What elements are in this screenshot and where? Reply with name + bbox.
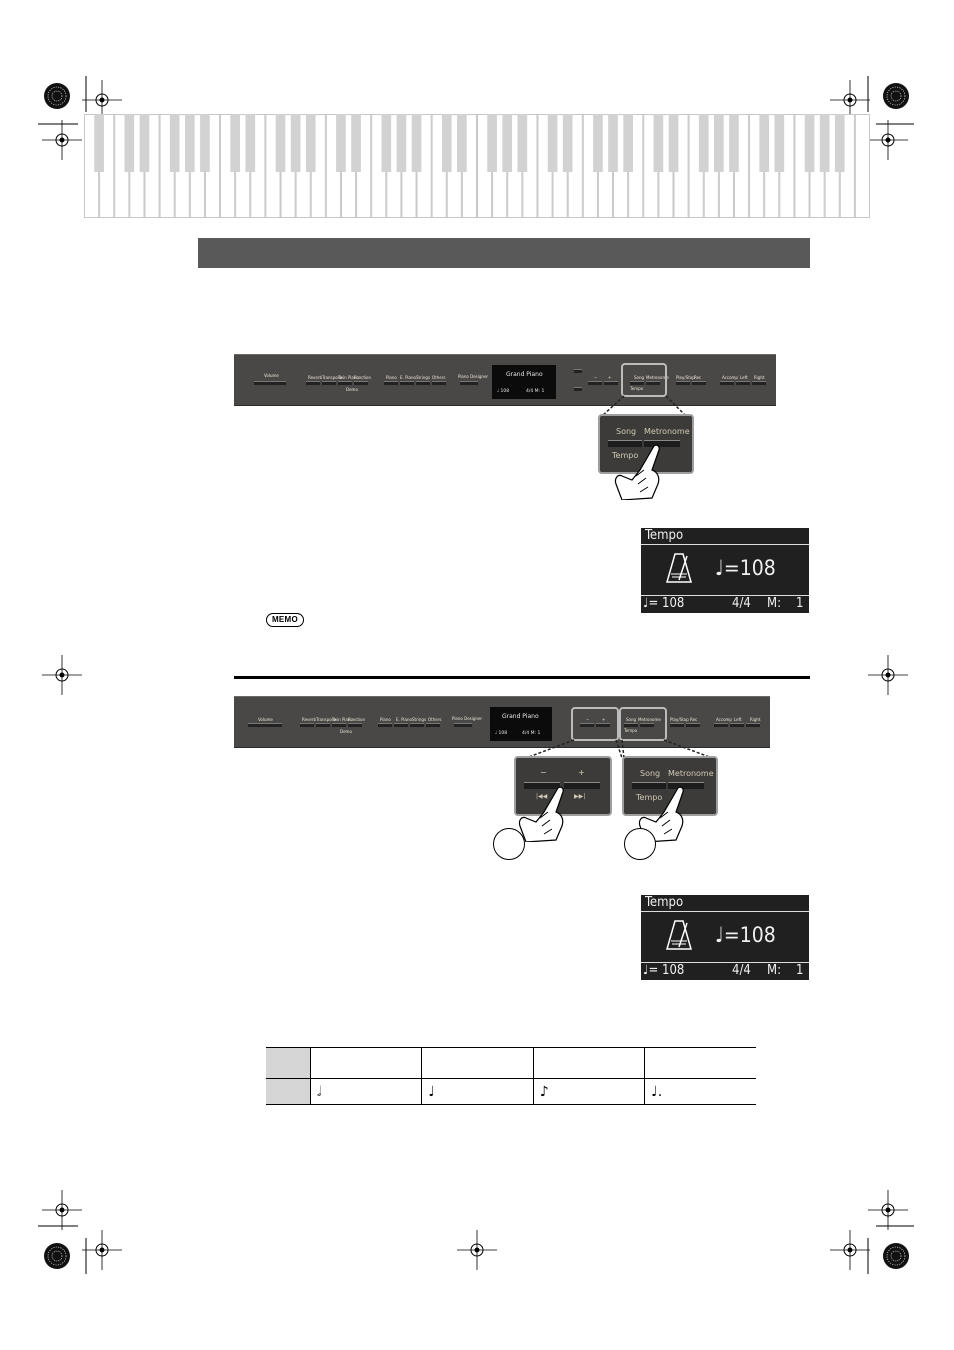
section-divider xyxy=(234,676,810,679)
rec-label-2: Rec xyxy=(690,717,698,722)
strings-button[interactable] xyxy=(416,381,430,385)
display1-footer-measure-value: 1 xyxy=(796,596,804,611)
section-header-bar xyxy=(198,238,810,268)
black-key xyxy=(170,114,180,172)
display2-footer-measure: M: xyxy=(767,963,782,978)
right-label-2: Right xyxy=(750,717,761,722)
right-label: Right xyxy=(754,375,765,380)
piano-designer-button[interactable] xyxy=(460,381,478,385)
demo-label: Demo xyxy=(346,387,358,392)
tempo-label-2: Tempo xyxy=(624,728,638,733)
panel-transpose-label: Transpose xyxy=(322,375,343,380)
black-key xyxy=(654,114,664,172)
display2-footer-measure-value: 1 xyxy=(796,963,804,978)
hand-pointer-icon xyxy=(514,782,574,842)
black-key xyxy=(820,114,830,172)
black-key xyxy=(291,114,301,172)
zoom2-song-label: Song xyxy=(640,769,661,778)
black-key xyxy=(306,114,316,172)
panel-lcd xyxy=(492,365,556,399)
table-cell xyxy=(645,1048,756,1079)
panel-twin-piano-label: Twin Piano xyxy=(338,375,359,380)
piano-button-2[interactable] xyxy=(378,723,392,727)
zoom2-bwd-label: |◀◀ xyxy=(536,793,548,800)
black-key xyxy=(729,114,739,172)
function-button-2[interactable] xyxy=(348,723,362,727)
zoom2-tempo-label: Tempo xyxy=(636,793,663,802)
panel2-strings-label: Strings xyxy=(412,717,427,722)
black-key xyxy=(563,114,573,172)
beat-table xyxy=(266,1047,756,1105)
table-cell xyxy=(311,1048,422,1079)
black-key xyxy=(397,114,407,172)
reverb-button[interactable] xyxy=(306,381,320,385)
left-button[interactable] xyxy=(736,381,750,385)
black-key xyxy=(518,114,528,172)
black-key xyxy=(412,114,422,172)
zoom2-minus-label: − xyxy=(540,768,547,777)
metronome-label-2: Metronome xyxy=(638,717,661,722)
left-label: Left xyxy=(740,375,748,380)
display2-title-rule xyxy=(641,911,809,912)
black-key xyxy=(623,114,633,172)
tempo-label: Tempo xyxy=(630,386,644,391)
value2-minus-label: − xyxy=(586,717,590,722)
black-key xyxy=(185,114,195,172)
volume-slider-2[interactable] xyxy=(248,723,282,727)
black-key xyxy=(351,114,361,172)
volume-label: Volume xyxy=(264,373,279,378)
zoom1-metronome-label: Metronome xyxy=(644,427,690,436)
lcd2-tempo: ♩ 108 xyxy=(495,731,508,736)
table-cell xyxy=(266,1079,311,1105)
display1-title: Tempo xyxy=(645,528,684,543)
black-key xyxy=(140,114,150,172)
panel-reverb-label: Reverb xyxy=(308,375,323,380)
table-cell: ♪ xyxy=(533,1079,644,1105)
play-stop-label: Play/Stop xyxy=(676,375,695,380)
panel2-transpose-label: Transpose xyxy=(316,717,337,722)
lcd2-title: Grand Piano xyxy=(502,713,539,720)
twin-piano-button-2[interactable] xyxy=(332,723,346,727)
play-stop-label-2: Play/Stop xyxy=(670,717,689,722)
accomp-label: Accomp xyxy=(722,375,738,380)
epiano-button[interactable] xyxy=(400,381,414,385)
panel-piano-label: Piano xyxy=(386,375,397,380)
black-key xyxy=(276,114,286,172)
step-circle-2 xyxy=(624,828,656,860)
piano-button[interactable] xyxy=(384,381,398,385)
panel2-piano-label: Piano xyxy=(380,717,391,722)
tempo-display-1 xyxy=(641,528,809,613)
epiano-button-2[interactable] xyxy=(394,723,408,727)
metronome-label: Metronome xyxy=(646,375,669,380)
metronome-icon xyxy=(665,919,693,951)
left-label-2: Left xyxy=(734,717,742,722)
volume-label-2: Volume xyxy=(258,717,273,722)
panel-strings-label: Strings xyxy=(416,375,431,380)
table-row xyxy=(266,1048,756,1079)
black-key xyxy=(442,114,452,172)
black-key xyxy=(125,114,135,172)
black-key xyxy=(774,114,784,172)
panel2-twin-piano-label: Twin Piano xyxy=(332,717,353,722)
twin-piano-button[interactable] xyxy=(338,381,352,385)
black-key xyxy=(94,114,104,172)
display2-tempo-value: ♩=108 xyxy=(715,923,776,947)
panel-epiano-label: E. Piano xyxy=(400,375,416,380)
value2-plus-label: + xyxy=(602,717,606,722)
black-key xyxy=(593,114,603,172)
tempo-display-2 xyxy=(641,895,809,980)
zoom2-fwd-label: ▶▶| xyxy=(574,793,586,800)
function-button[interactable] xyxy=(354,381,368,385)
table-cell xyxy=(266,1048,311,1079)
table-row xyxy=(266,1079,756,1105)
panel2-reverb-label: Reverb xyxy=(302,717,317,722)
panel-function-label: Function xyxy=(354,375,372,380)
lcd-title: Grand Piano xyxy=(506,371,543,378)
lcd2-status: 4/4 M: 1 xyxy=(522,731,541,736)
black-key xyxy=(245,114,255,172)
volume-slider[interactable] xyxy=(254,381,286,385)
black-key xyxy=(457,114,467,172)
piano-designer-button-2[interactable] xyxy=(454,723,472,727)
cursor-up-button[interactable] xyxy=(574,369,582,373)
black-key xyxy=(608,114,618,172)
zoom1-song-label: Song xyxy=(616,427,637,436)
value-plus-label: + xyxy=(608,375,612,380)
memo-badge: MEMO xyxy=(266,613,304,627)
keyboard-illustration xyxy=(84,114,870,218)
display1-footer-beat: 4/4 xyxy=(732,596,751,611)
transpose-button-2[interactable] xyxy=(316,723,330,727)
display2-title: Tempo xyxy=(645,895,684,910)
lcd-tempo: ♩ 108 xyxy=(497,389,510,394)
display2-footer-tempo: ♩= 108 xyxy=(643,963,685,978)
display1-title-rule xyxy=(641,544,809,545)
black-key xyxy=(381,114,391,172)
black-key xyxy=(759,114,769,172)
right-button[interactable] xyxy=(752,381,766,385)
black-key xyxy=(669,114,679,172)
zoom-connector-2 xyxy=(512,706,722,760)
others-button-2[interactable] xyxy=(426,723,440,727)
black-key xyxy=(548,114,558,172)
hand-pointer-icon xyxy=(610,440,670,500)
right-button-2[interactable] xyxy=(746,723,760,727)
table-cell xyxy=(533,1048,644,1079)
zoom-connector-1 xyxy=(590,362,700,422)
metronome-icon xyxy=(665,552,693,584)
black-key xyxy=(502,114,512,172)
zoom1-tempo-label: Tempo xyxy=(612,451,639,460)
value-minus-label: − xyxy=(594,375,598,380)
zoom2-plus-label: + xyxy=(578,768,585,777)
left-button-2[interactable] xyxy=(730,723,744,727)
accomp-label-2: Accomp xyxy=(716,717,732,722)
panel-others-label: Others xyxy=(432,375,446,380)
accomp-button[interactable] xyxy=(720,381,734,385)
black-key xyxy=(835,114,845,172)
table-cell: 𝅗𝅥 xyxy=(311,1079,422,1105)
reverb-button-2[interactable] xyxy=(300,723,314,727)
display1-tempo-value: ♩=108 xyxy=(715,556,776,580)
transpose-button[interactable] xyxy=(322,381,336,385)
black-key xyxy=(487,114,497,172)
piano-designer-label-2: Piano Designer xyxy=(452,716,483,721)
white-key xyxy=(855,115,869,218)
table-cell: ♩ xyxy=(422,1079,533,1105)
black-key xyxy=(230,114,240,172)
demo-label-2: Demo xyxy=(340,729,352,734)
display1-footer-measure: M: xyxy=(767,596,782,611)
zoom2-metronome-label: Metronome xyxy=(668,769,714,778)
panel2-function-label: Function xyxy=(348,717,366,722)
display1-footer-tempo: ♩= 108 xyxy=(643,596,685,611)
piano-designer-label: Piano Designer xyxy=(458,374,489,379)
black-key xyxy=(336,114,346,172)
black-key xyxy=(805,114,815,172)
cursor-down-button[interactable] xyxy=(574,387,582,391)
panel2-others-label: Others xyxy=(428,717,442,722)
lcd-status: 4/4 M: 1 xyxy=(526,389,545,394)
black-key xyxy=(714,114,724,172)
strings-button-2[interactable] xyxy=(410,723,424,727)
table-cell xyxy=(422,1048,533,1079)
others-button[interactable] xyxy=(432,381,446,385)
song-label: Song xyxy=(634,375,645,380)
rec-label: Rec xyxy=(694,375,702,380)
black-key xyxy=(200,114,210,172)
table-cell: ♩. xyxy=(645,1079,756,1105)
black-key xyxy=(699,114,709,172)
song-label-2: Song xyxy=(626,717,637,722)
display2-footer-beat: 4/4 xyxy=(732,963,751,978)
panel2-epiano-label: E. Piano xyxy=(396,717,412,722)
step-circle-1 xyxy=(493,828,525,860)
